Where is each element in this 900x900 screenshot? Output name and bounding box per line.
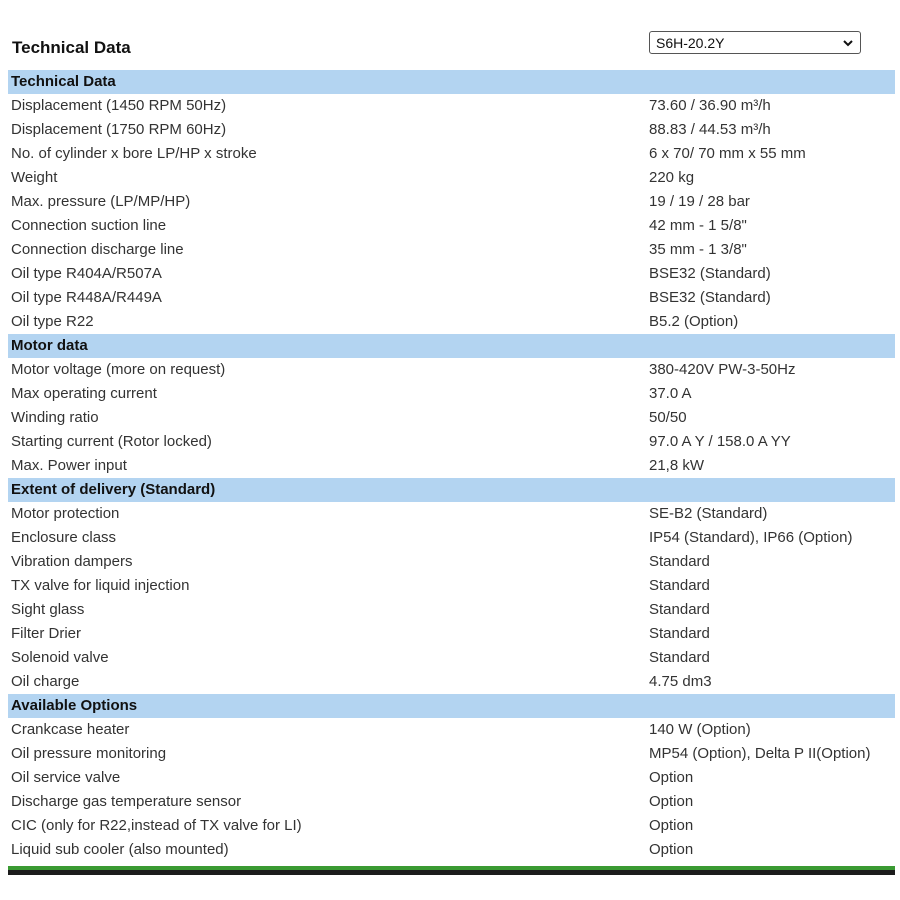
table-row bbox=[8, 94, 895, 118]
section-header bbox=[8, 478, 895, 502]
table-row bbox=[8, 430, 895, 454]
table-row bbox=[8, 214, 895, 238]
row-value: 220 kg bbox=[649, 169, 695, 186]
row-label: Displacement (1450 RPM 50Hz) bbox=[11, 97, 227, 114]
table-row bbox=[8, 454, 895, 478]
row-value: 4.75 dm3 bbox=[649, 673, 712, 690]
page-title: Technical Data bbox=[12, 38, 131, 57]
table-row bbox=[8, 406, 895, 430]
row-value: 97.0 A Y / 158.0 A YY bbox=[649, 433, 791, 450]
section-header bbox=[8, 70, 895, 94]
row-value: Standard bbox=[649, 625, 710, 642]
table-row bbox=[8, 190, 895, 214]
row-label: Vibration dampers bbox=[11, 553, 133, 570]
row-label: Oil charge bbox=[11, 673, 80, 690]
table-row bbox=[8, 790, 895, 814]
table-row bbox=[8, 262, 895, 286]
row-label: Oil pressure monitoring bbox=[11, 745, 167, 762]
section-header bbox=[8, 334, 895, 358]
row-value: 88.83 / 44.53 m³/h bbox=[649, 121, 771, 138]
row-value: 50/50 bbox=[649, 409, 687, 426]
row-value: MP54 (Option), Delta P II(Option) bbox=[649, 745, 871, 762]
row-value: 140 W (Option) bbox=[649, 721, 751, 738]
row-label: Weight bbox=[11, 169, 58, 186]
section-header bbox=[8, 694, 895, 718]
table-row bbox=[8, 118, 895, 142]
row-label: Max. Power input bbox=[11, 457, 127, 474]
table-row bbox=[8, 646, 895, 670]
row-label: Solenoid valve bbox=[11, 649, 109, 666]
table-row bbox=[8, 502, 895, 526]
row-value: Option bbox=[649, 793, 694, 810]
row-value: SE-B2 (Standard) bbox=[649, 505, 768, 522]
row-value: Standard bbox=[649, 601, 710, 618]
table-row bbox=[8, 166, 895, 190]
row-label: Motor protection bbox=[11, 505, 120, 522]
table-row bbox=[8, 670, 895, 694]
row-value: 37.0 A bbox=[649, 385, 692, 402]
table-row bbox=[8, 814, 895, 838]
section-header-label: Available Options bbox=[11, 697, 138, 714]
row-label: CIC (only for R22,instead of TX valve for LI) bbox=[11, 817, 302, 834]
row-label: Winding ratio bbox=[11, 409, 99, 426]
row-value: 35 mm - 1 3/8" bbox=[649, 241, 747, 258]
row-label: Oil type R404A/R507A bbox=[11, 265, 162, 282]
section-header-label: Extent of delivery (Standard) bbox=[11, 481, 216, 498]
table-row bbox=[8, 526, 895, 550]
row-value: IP54 (Standard), IP66 (Option) bbox=[649, 529, 853, 546]
row-value: Standard bbox=[649, 577, 710, 594]
section-header-label: Motor data bbox=[11, 337, 88, 354]
row-value: 19 / 19 / 28 bar bbox=[649, 193, 750, 210]
table-row bbox=[8, 142, 895, 166]
row-value: 42 mm - 1 5/8" bbox=[649, 217, 747, 234]
table-row bbox=[8, 238, 895, 262]
table-row bbox=[8, 598, 895, 622]
row-value: Standard bbox=[649, 649, 710, 666]
row-label: Displacement (1750 RPM 60Hz) bbox=[11, 121, 227, 138]
technical-data-table bbox=[8, 70, 895, 862]
row-label: Oil service valve bbox=[11, 769, 121, 786]
table-row bbox=[8, 358, 895, 382]
row-value: 6 x 70/ 70 mm x 55 mm bbox=[649, 145, 806, 162]
row-label: Discharge gas temperature sensor bbox=[11, 793, 242, 810]
row-label: Sight glass bbox=[11, 601, 85, 618]
row-value: B5.2 (Option) bbox=[649, 313, 739, 330]
row-label: TX valve for liquid injection bbox=[11, 577, 190, 594]
row-label: Starting current (Rotor locked) bbox=[11, 433, 212, 450]
row-label: Oil type R22 bbox=[11, 313, 94, 330]
row-value: Option bbox=[649, 841, 694, 858]
table-row bbox=[8, 286, 895, 310]
row-value: BSE32 (Standard) bbox=[649, 265, 771, 282]
row-value: Standard bbox=[649, 553, 710, 570]
row-label: Connection discharge line bbox=[11, 241, 184, 258]
row-label: Filter Drier bbox=[11, 625, 81, 642]
row-value: Option bbox=[649, 817, 694, 834]
row-value: 380-420V PW-3-50Hz bbox=[649, 361, 796, 378]
table-row bbox=[8, 550, 895, 574]
row-value: Option bbox=[649, 769, 694, 786]
model-select-value: S6H-20.2Y bbox=[656, 35, 725, 51]
model-select[interactable] bbox=[649, 31, 861, 54]
table-row bbox=[8, 574, 895, 598]
row-label: Crankcase heater bbox=[11, 721, 130, 738]
chevron-down-icon bbox=[842, 37, 854, 49]
row-label: Max. pressure (LP/MP/HP) bbox=[11, 193, 191, 210]
table-row bbox=[8, 622, 895, 646]
row-label: Enclosure class bbox=[11, 529, 117, 546]
bottom-divider bbox=[8, 866, 895, 875]
row-label: Connection suction line bbox=[11, 217, 167, 234]
row-label: Oil type R448A/R449A bbox=[11, 289, 162, 306]
table-row bbox=[8, 718, 895, 742]
row-label: Max operating current bbox=[11, 385, 157, 402]
row-value: 21,8 kW bbox=[649, 457, 705, 474]
table-row bbox=[8, 766, 895, 790]
row-label: Motor voltage (more on request) bbox=[11, 361, 226, 378]
table-row bbox=[8, 838, 895, 862]
row-label: No. of cylinder x bore LP/HP x stroke bbox=[11, 145, 257, 162]
row-label: Liquid sub cooler (also mounted) bbox=[11, 841, 229, 858]
table-row bbox=[8, 382, 895, 406]
section-header-label: Technical Data bbox=[11, 73, 116, 90]
table-row bbox=[8, 742, 895, 766]
row-value: BSE32 (Standard) bbox=[649, 289, 771, 306]
row-value: 73.60 / 36.90 m³/h bbox=[649, 97, 771, 114]
table-row bbox=[8, 310, 895, 334]
